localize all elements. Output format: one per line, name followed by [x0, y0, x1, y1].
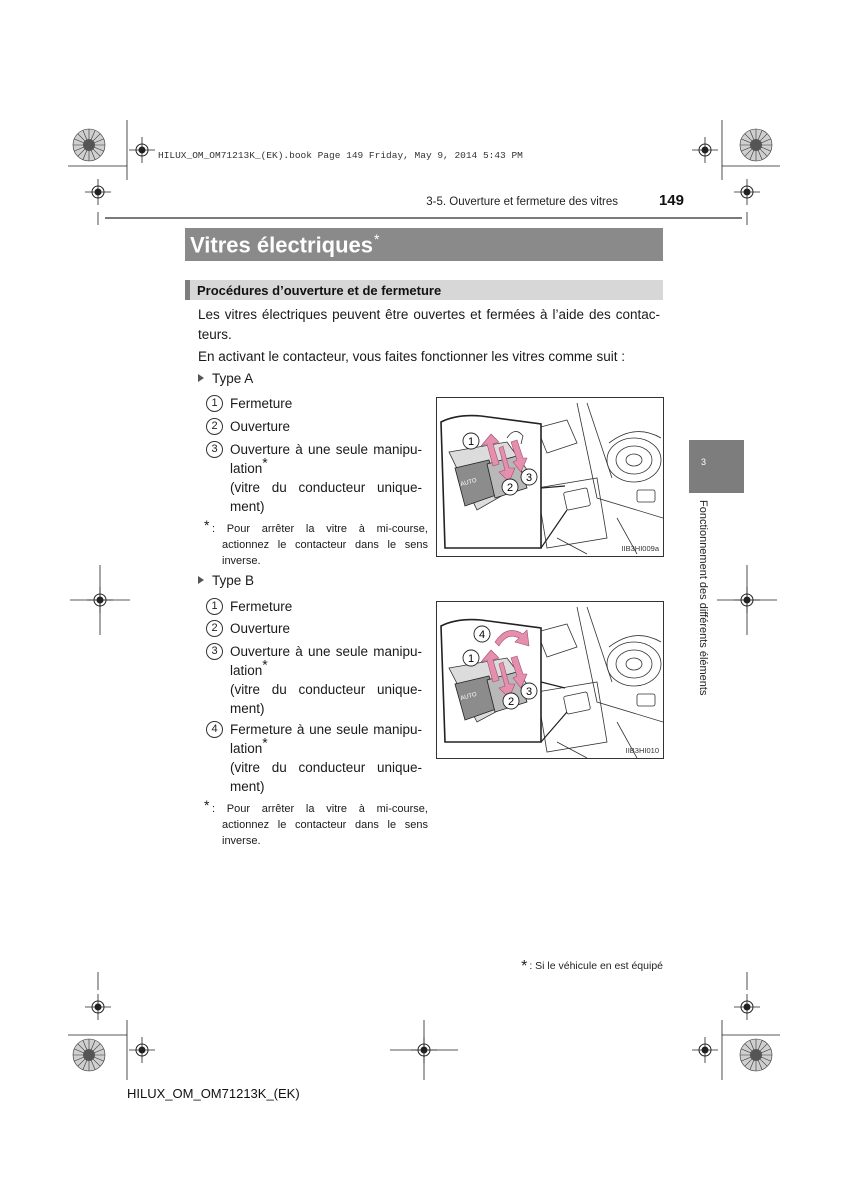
note-line: : Pour arrêter la vitre à mi-course,: [212, 523, 428, 535]
item-line: ment): [230, 779, 265, 794]
page-number: 149: [658, 192, 684, 209]
item-line: [230, 656, 422, 680]
item-text: Fermeture: [230, 599, 293, 614]
callout-2: 2: [507, 696, 515, 708]
item-line: ment): [230, 701, 265, 716]
section-reference: 3-5. Ouverture et fermeture des vitres: [426, 196, 618, 208]
type-b-item-3: [206, 643, 426, 723]
note-line: actionnez le contacteur dans le sens: [222, 819, 428, 831]
item-text: [230, 440, 422, 516]
book-file-info: HILUX_OM_OM71213K_(EK).book Page 149 Friday, May 9, 2014 5:43 PM: [158, 150, 523, 161]
type-b-item-1: [206, 598, 426, 618]
note-asterisk: *: [204, 797, 210, 813]
item-asterisk: *: [262, 734, 268, 751]
chapter-title-vertical: Fonctionnement des différents éléments: [697, 500, 709, 696]
type-b-item-4: [206, 721, 426, 801]
auto-button-label: AUTO: [459, 477, 478, 488]
callout-1: 1: [467, 436, 475, 448]
circled-number: 1: [206, 598, 223, 615]
item-line: (vitre du conducteur unique-: [230, 682, 422, 697]
item-text: [230, 720, 422, 796]
callout-4: 4: [478, 629, 486, 641]
figure-type-b: [436, 601, 664, 759]
circled-number: 1: [206, 395, 223, 412]
note-line: : Pour arrêter la vitre à mi-course,: [212, 803, 428, 815]
item-line: [230, 734, 422, 758]
type-b-note: [204, 797, 428, 851]
item-line: (vitre du conducteur unique-: [230, 480, 422, 495]
item-line: ment): [230, 499, 265, 514]
header-divider: [105, 217, 742, 219]
item-line: [230, 454, 422, 478]
type-a-heading: [198, 371, 253, 386]
page-title-text: Vitres électriques: [190, 232, 374, 258]
circled-number: 3: [206, 643, 223, 660]
figure-code: IIB3HI009a: [621, 544, 659, 553]
item-line: Ouverture à une seule manipu-: [230, 442, 422, 457]
intro-line-2: teurs.: [198, 327, 232, 342]
note-asterisk: *: [204, 517, 210, 533]
item-text: Ouverture: [230, 419, 291, 434]
window-switch-illustration-b: [437, 602, 663, 758]
footer-document-code: HILUX_OM_OM71213K_(EK): [127, 1086, 300, 1101]
intro-line-1: Les vitres électriques peuvent être ouvertes et fermées à l’aide des contac-: [198, 307, 660, 322]
item-line: Ouverture à une seule manipu-: [230, 644, 422, 659]
type-a-item-1: [206, 395, 426, 415]
type-b-heading: [198, 573, 254, 588]
type-a-item-3: [206, 441, 426, 521]
circled-number: 2: [206, 620, 223, 637]
item-asterisk: *: [262, 656, 268, 673]
item-text: Fermeture: [230, 396, 293, 411]
callout-3: 3: [525, 686, 533, 698]
footnote: [440, 958, 663, 976]
circled-number: 2: [206, 418, 223, 435]
item-line: (vitre du conducteur unique-: [230, 760, 422, 775]
auto-button-label: AUTO: [459, 691, 478, 702]
page-title-bar: [185, 228, 663, 261]
type-a-label: Type A: [212, 371, 254, 386]
note-line: inverse.: [222, 835, 261, 847]
page-title: [190, 231, 379, 258]
type-b-item-2: [206, 620, 426, 640]
note-text: [212, 521, 428, 569]
footnote-text: : Si le véhicule en est équipé: [529, 960, 663, 972]
item-line: Fermeture à une seule manipu-: [230, 722, 422, 737]
footnote-asterisk: *: [521, 958, 528, 975]
callout-1: 1: [467, 653, 475, 665]
type-a-item-2: [206, 418, 426, 438]
callout-2: 2: [506, 482, 514, 494]
item-line-text: lation: [230, 741, 263, 756]
subsection-title: Procédures d’ouverture et de fermeture: [197, 283, 442, 298]
intro-paragraph-2: En activant le contacteur, vous faites fonctionner les vitres comme suit :: [198, 349, 625, 364]
chapter-number: 3: [701, 457, 707, 467]
callout-3: 3: [525, 472, 533, 484]
title-asterisk: *: [374, 231, 380, 247]
item-text: [230, 642, 422, 718]
intro-paragraph-1: [198, 305, 660, 345]
chapter-tab: [689, 440, 744, 493]
item-asterisk: *: [262, 454, 268, 471]
triangle-bullet-icon: [198, 374, 204, 382]
figure-code: IIB3HI010: [625, 746, 659, 755]
note-line: inverse.: [222, 555, 261, 567]
window-switch-illustration-a: [437, 398, 663, 556]
circled-number: 3: [206, 441, 223, 458]
note-line: actionnez le contacteur dans le sens: [222, 539, 428, 551]
type-b-label: Type B: [212, 573, 255, 588]
circled-number: 4: [206, 721, 223, 738]
subsection-bar: [185, 280, 663, 300]
subsection-accent: [185, 280, 190, 300]
item-line-text: lation: [230, 663, 263, 678]
item-line-text: lation: [230, 461, 263, 476]
item-text: Ouverture: [230, 621, 291, 636]
type-a-note: [204, 517, 428, 571]
figure-type-a: [436, 397, 664, 557]
note-text: [212, 801, 428, 849]
triangle-bullet-icon: [198, 576, 204, 584]
